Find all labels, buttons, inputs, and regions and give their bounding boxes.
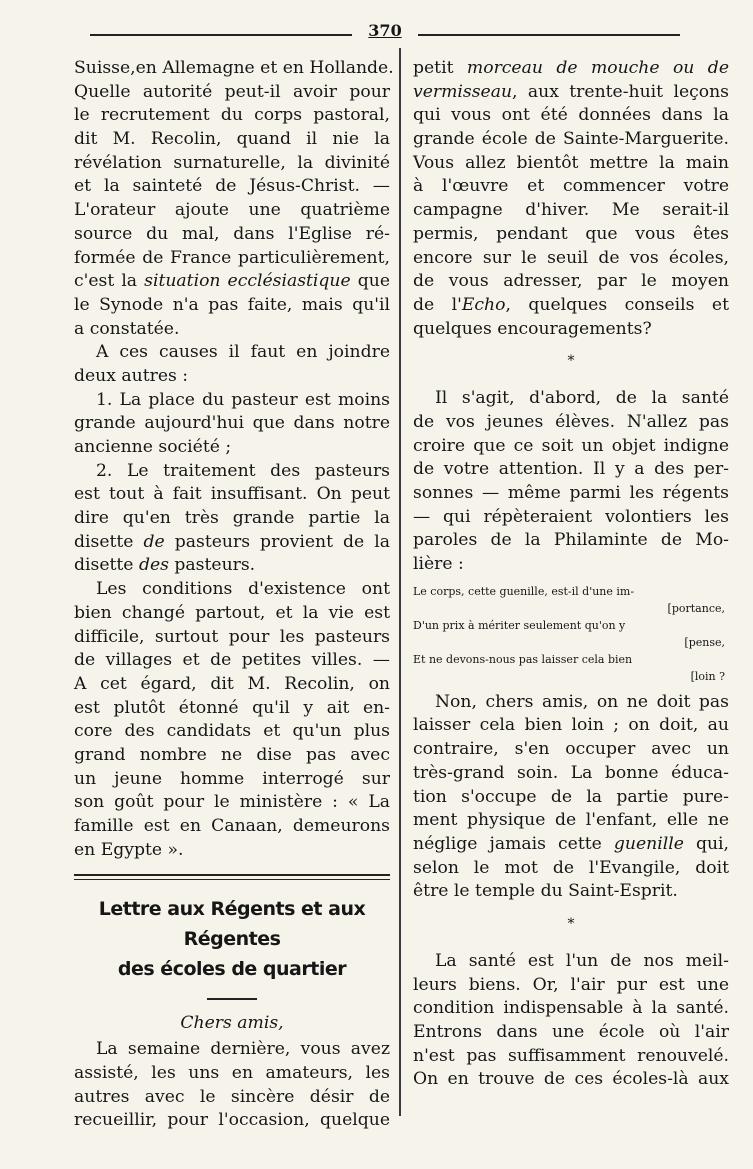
text-run: pasteurs. xyxy=(168,555,256,576)
paragraph xyxy=(413,387,729,577)
text-line: qui vous ont été données dans la xyxy=(413,105,729,126)
text-line: Suisse,en Allemagne et en Hollande. xyxy=(74,58,394,78)
text-run: disette xyxy=(74,555,139,576)
text-run: disette xyxy=(74,531,144,552)
section-title-line: des écoles de quartier xyxy=(117,958,347,981)
italic-word: de xyxy=(143,531,165,552)
text-line: bien changé partout, et la vie est xyxy=(74,602,390,623)
text-line: difficile, surtout pour les pasteurs xyxy=(74,626,390,647)
text-line: campagne d'hiver. Me serait-il xyxy=(413,200,729,221)
text-line: est plutôt étonné qu'il y ait en- xyxy=(74,697,390,718)
text-line: leurs biens. Or, l'air pur est une xyxy=(413,974,729,995)
text-line: quelques encouragements? xyxy=(413,318,652,339)
text-line: de villages et de petites villes. — xyxy=(74,650,390,671)
salutation: Chers amis, xyxy=(180,1013,284,1034)
left-column xyxy=(74,57,394,1133)
text-line: A cet égard, dit M. Recolin, on xyxy=(74,673,390,694)
paragraph xyxy=(74,1038,390,1133)
text-line: Quelle autorité peut-il avoir pour xyxy=(74,81,390,102)
section-separator: * xyxy=(567,915,575,932)
text-line: La semaine dernière, vous avez xyxy=(96,1039,390,1060)
text-line: très-grand soin. La bonne éduca- xyxy=(413,762,729,783)
text-line: A ces causes il faut en joindre xyxy=(96,342,390,363)
text-run: de l' xyxy=(413,294,462,315)
text-line: ancienne société ; xyxy=(74,437,232,457)
text-line: contraire, s'en occuper avec un xyxy=(413,739,729,760)
italic-word: des xyxy=(138,555,169,576)
verse-line: D'un prix à mériter seulement qu'on y xyxy=(413,618,626,632)
text-line: de vous adresser, par le moyen xyxy=(413,271,729,292)
text-line: laisser cela bien loin ; on doit, au xyxy=(413,715,729,736)
paragraph xyxy=(74,57,394,341)
text-line: 2. Le traitement des pasteurs xyxy=(96,460,390,481)
paragraph xyxy=(413,950,729,1092)
text-line: lière : xyxy=(413,554,464,575)
text-run: petit xyxy=(413,58,467,78)
text-run: que xyxy=(350,271,390,292)
verse-line: Le corps, cette guenille, est-il d'une im- xyxy=(413,584,635,598)
text-line: Il s'agit, d'abord, de la santé xyxy=(435,388,729,409)
text-line: formée de France particulièrement, xyxy=(74,247,390,268)
text-line: Les conditions d'existence ont xyxy=(96,579,390,600)
text-line: être le temple du Saint-Esprit. xyxy=(413,881,678,902)
text-line: le recrutement du corps pastoral, xyxy=(74,105,390,126)
text-line: n'est pas suffisamment renouvelé. xyxy=(413,1045,729,1066)
text-run: , quelques conseils et xyxy=(505,294,730,315)
text-line xyxy=(74,531,390,555)
text-line: révélation surnaturelle, la divinité xyxy=(74,152,390,173)
page-header xyxy=(70,20,740,50)
text-line xyxy=(74,554,390,578)
text-run: néglige jamais cette xyxy=(413,833,614,854)
text-line: croire que ce soit un objet indigne xyxy=(413,435,729,456)
italic-phrase: morceau de mouche ou de xyxy=(466,58,729,78)
text-line: de vos jeunes élèves. N'allez pas xyxy=(413,411,729,432)
text-line: un jeune homme interrogé sur xyxy=(74,768,390,789)
text-line xyxy=(74,270,390,294)
text-line: famille est en Canaan, demeurons xyxy=(74,816,390,836)
verse-line: Et ne devons-nous pas laisser cela bien xyxy=(413,652,633,666)
text-line: recueillir, pour l'occasion, quelque xyxy=(74,1110,390,1131)
text-line: a constatée. xyxy=(74,318,180,339)
text-line: grande aujourd'hui que dans notre xyxy=(74,413,390,434)
text-line: paroles de la Philaminte de Mo- xyxy=(413,530,729,551)
section-title-line: Lettre aux Régents et aux Régentes xyxy=(98,898,366,951)
header-rule-left xyxy=(90,34,352,36)
verse-continuation: [loin ? xyxy=(690,669,725,683)
text-line: de votre attention. Il y a des per- xyxy=(413,459,729,480)
text-line: dit M. Recolin, quand il nie la xyxy=(74,129,390,150)
text-line: est tout à fait insuffisant. On peut xyxy=(74,484,390,505)
text-line xyxy=(413,57,729,81)
text-line: le Synode n'a pas faite, mais qu'il xyxy=(74,294,390,315)
text-run: , aux trente-huit leçons xyxy=(512,81,729,102)
paragraph xyxy=(74,341,390,388)
text-line xyxy=(413,833,729,857)
text-line xyxy=(413,81,729,105)
verse-continuation: [pense, xyxy=(684,635,725,649)
text-run: pasteurs provient de la xyxy=(164,531,390,552)
text-line: Entrons dans une école où l'air xyxy=(413,1022,729,1042)
text-line: deux autres : xyxy=(74,365,189,386)
italic-word: guenille xyxy=(613,833,684,854)
text-line: grande école de Sainte-Marguerite. xyxy=(413,129,729,150)
column-separator xyxy=(399,48,401,1116)
text-line: source du mal, dans l'Eglise ré- xyxy=(74,223,390,244)
title-underline xyxy=(207,998,257,1000)
text-line: autres avec le sincère désir de xyxy=(74,1086,390,1107)
text-run: c'est la xyxy=(74,271,145,292)
paragraph xyxy=(74,389,390,460)
text-line: selon le mot de l'Evangile, doit xyxy=(413,857,729,878)
text-line: 1. La place du pasteur est moins xyxy=(96,389,390,410)
header-rule-right xyxy=(418,34,680,36)
text-line: — qui répèteraient volontiers les xyxy=(413,506,729,527)
text-run: qui, xyxy=(683,833,729,854)
text-line: en Egypte ». xyxy=(74,839,184,860)
text-line: L'orateur ajoute une quatrième xyxy=(74,200,390,221)
verse-continuation: [portance, xyxy=(667,601,725,615)
text-line: permis, pendant que vous êtes xyxy=(413,223,729,244)
text-line: sonnes — même parmi les régents xyxy=(413,483,729,503)
text-line: Vous allez bientôt mettre la main xyxy=(413,152,729,173)
text-line: core des candidats et qu'un plus xyxy=(74,721,390,742)
text-line: à l'œuvre et commencer votre xyxy=(413,176,729,197)
italic-word: Echo xyxy=(461,294,506,315)
paragraph xyxy=(74,460,390,578)
text-line: La santé est l'un de nos meil- xyxy=(435,950,729,971)
text-line: Non, chers amis, on ne doit pas xyxy=(435,691,729,712)
text-line: dire qu'en très grande partie la xyxy=(74,508,390,529)
section-rule xyxy=(74,874,390,876)
text-line: son goût pour le ministère : « La xyxy=(74,792,390,813)
section-title xyxy=(74,894,390,984)
verse-quote xyxy=(413,583,729,685)
text-line: et la sainteté de Jésus-Christ. — xyxy=(74,176,390,197)
section-rule-thin xyxy=(74,879,390,880)
text-line: assisté, les uns en amateurs, les xyxy=(74,1063,390,1084)
text-line: grand nombre ne dise pas avec xyxy=(74,744,390,765)
text-line: condition indispensable à la santé. xyxy=(413,998,729,1019)
section-separator: * xyxy=(567,353,575,370)
right-column xyxy=(413,57,729,1092)
italic-word: vermisseau xyxy=(413,81,513,102)
text-line: encore sur le seuil de vos écoles, xyxy=(413,247,729,268)
text-line xyxy=(413,294,729,318)
text-line: ment physique de l'enfant, elle ne xyxy=(413,810,729,831)
text-line: tion s'occupe de la partie pure- xyxy=(413,786,729,807)
paragraph xyxy=(74,578,390,862)
paragraph xyxy=(413,57,729,341)
text-line: On en trouve de ces écoles-là aux xyxy=(413,1069,729,1090)
paragraph xyxy=(413,691,729,904)
italic-phrase: situation ecclésiastique xyxy=(144,271,351,292)
page-number: 370 xyxy=(368,21,402,40)
